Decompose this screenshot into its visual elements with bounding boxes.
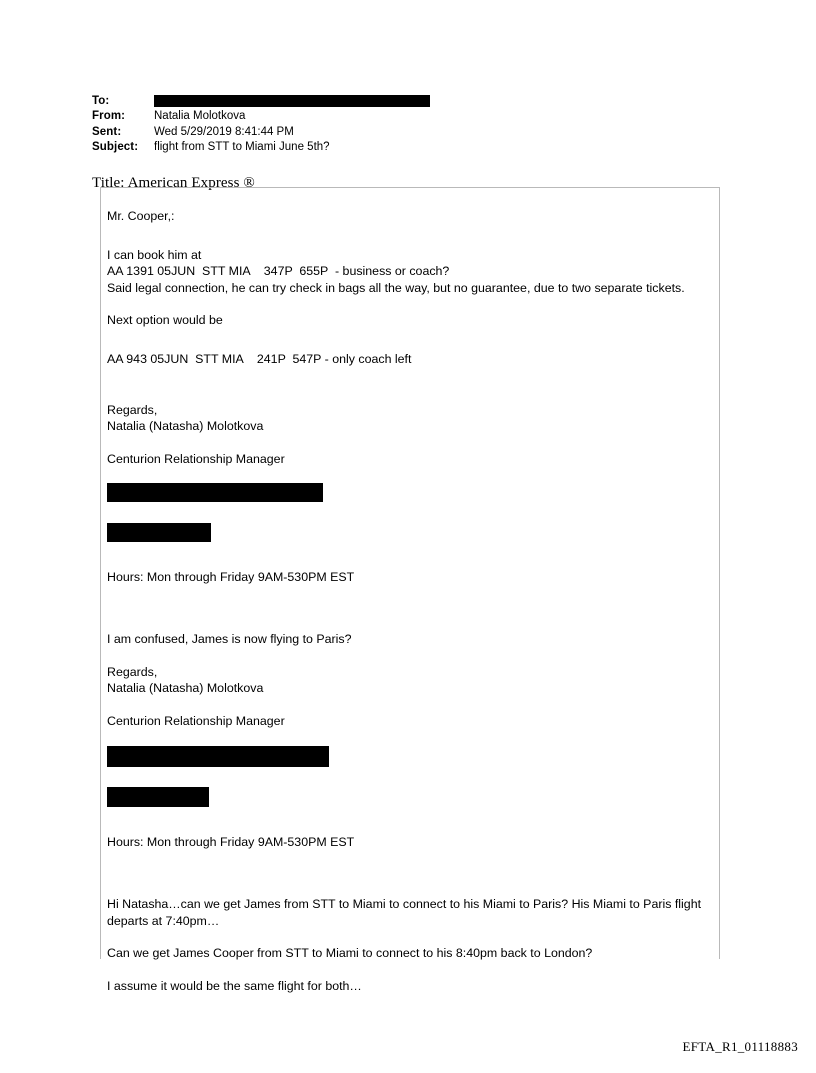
redaction-bar-contact-1: [107, 483, 717, 507]
redaction-bar-contact-3: [107, 746, 717, 772]
body-signoff-2: Regards,: [107, 664, 158, 679]
body-paragraph-4: Next option would be: [107, 313, 223, 328]
header-value-sent: Wed 5/29/2019 8:41:44 PM: [154, 125, 294, 138]
header-row-subject: [92, 140, 732, 155]
header-value-from: Natalia Molotkova: [154, 110, 246, 123]
body-hours-2: Hours: Mon through Friday 9AM-530PM EST: [107, 834, 355, 849]
header-label-sent: Sent:: [92, 125, 122, 138]
email-header: [92, 94, 732, 155]
header-label-to: To:: [92, 95, 110, 107]
body-paragraph-3: Said legal connection, he can try check in bags all the way, but no guarantee, due to two separate tickets.: [107, 280, 685, 295]
redaction-bar-contact-2: [107, 523, 717, 547]
body-paragraph-1: I can book him at: [107, 247, 202, 262]
body-paragraph-9: I assume it would be the same flight for both…: [107, 979, 362, 994]
body-signer-1: Natalia (Natasha) Molotkova: [107, 419, 264, 434]
bates-number: EFTA_R1_01118883: [682, 1039, 798, 1054]
message-body: [107, 208, 717, 995]
body-hours-1: Hours: Mon through Friday 9AM-530PM EST: [107, 569, 355, 584]
body-signer-2: Natalia (Natasha) Molotkova: [107, 681, 264, 696]
body-greeting: Mr. Cooper,:: [107, 209, 175, 223]
body-flight-option-2: AA 943 05JUN STT MIA 241P 547P - only coach left: [107, 351, 412, 366]
header-value-subject: flight from STT to Miami June 5th?: [154, 140, 330, 153]
header-label-from: From:: [92, 110, 126, 123]
body-role-2: Centurion Relationship Manager: [107, 713, 285, 728]
body-paragraph-8: Can we get James Cooper from STT to Miami to connect to his 8:40pm back to London?: [107, 946, 593, 961]
body-paragraph-7: Hi Natasha…can we get James from STT to Miami to connect to his Miami to Paris? His Miami to Paris flight departs at 7:40pm…: [107, 897, 702, 928]
header-row-to: [92, 94, 732, 109]
header-row-sent: [92, 125, 732, 140]
body-role-1: Centurion Relationship Manager: [107, 451, 285, 466]
header-label-subject: Subject:: [92, 140, 139, 153]
document-title: Title: American Express ®: [92, 175, 255, 191]
body-paragraph-6: I am confused, James is now flying to Paris?: [107, 632, 352, 647]
redaction-bar-contact-4: [107, 787, 717, 812]
body-flight-option-1: AA 1391 05JUN STT MIA 347P 655P - business or coach?: [107, 264, 450, 279]
body-signoff-1: Regards,: [107, 402, 158, 417]
redaction-bar-recipient: [154, 95, 430, 107]
header-row-from: [92, 109, 732, 124]
